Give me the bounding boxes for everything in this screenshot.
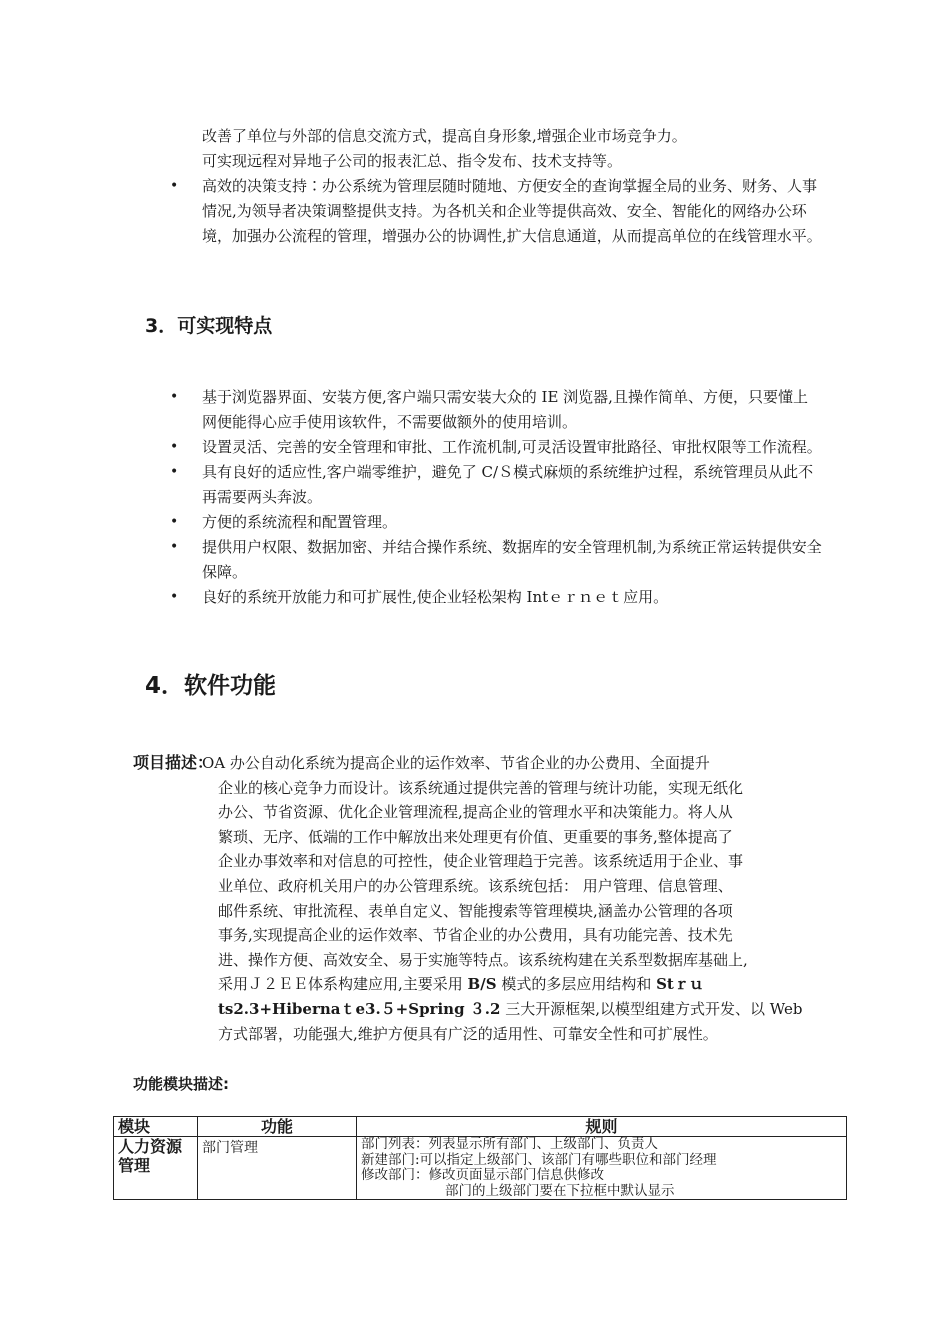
table-cell-function: 部门管理: [198, 1137, 357, 1200]
table-header-rules: 规则: [357, 1117, 847, 1137]
module-name: 人力资源管理: [118, 1137, 183, 1175]
bullet-icon: •: [170, 389, 179, 405]
table-row: [114, 1137, 847, 1200]
text-segment: 采用Ｊ２ＥＥ体系构建应用,主要采用: [218, 975, 468, 994]
paragraph-line: 业单位、政府机关用户的办公管理系统。该系统包括： 用户管理、信息管理、: [218, 876, 733, 895]
paragraph-line: 邮件系统、审批流程、表单自定义、智能搜索等管理模块,涵盖办公管理的各项: [218, 901, 733, 920]
table-header-module: 模块: [114, 1117, 198, 1137]
list-item: [170, 385, 822, 435]
bullet-icon: •: [170, 439, 179, 455]
list-item: [170, 460, 822, 510]
project-description: [202, 751, 818, 1046]
bullet-icon: •: [170, 589, 179, 605]
paragraph-line: [218, 997, 818, 1022]
continuation-line: 可实现远程对异地子公司的报表汇总、指令发布、技术支持等。: [202, 152, 623, 170]
paragraph-line: [218, 972, 818, 997]
paragraph-line: 繁琐、无序、低端的工作中解放出来处理更有价值、更重要的事务,整体提高了: [218, 827, 733, 846]
table-header-function: 功能: [198, 1117, 357, 1137]
list-item-text: 高效的决策支持∶办公系统为管理层随时随地、方便安全的查询掌握全局的业务、财务、人事情况,为领导者决策调整提供支持。为各机关和企业等提供高效、安全、智能化的网络办公环境，加强办公流程的管理，增强办公的协调性,扩大信息通道，从而提高单位的在线管理水平。: [202, 177, 822, 245]
text-segment-bold: ts2.3+Hibernaｔe3.５+Spring ３.2: [218, 999, 501, 1018]
continuation-line: 改善了单位与外部的信息交流方式，提高自身形象,增强企业市场竞争力。: [202, 127, 687, 145]
paragraph-line: 事务,实现提高企业的运作效率、节省企业的办公费用，具有功能完善、技术先: [218, 926, 733, 945]
section-heading-4: 4．软件功能: [145, 673, 277, 699]
bullet-icon: •: [170, 178, 179, 194]
rule-line: 新建部门:可以指定上级部门、该部门有哪些职位和部门经理: [361, 1151, 717, 1168]
section-heading-3: 3．可实现特点: [145, 315, 273, 337]
bullet-icon: •: [170, 514, 179, 530]
rule-line: 修改部门：修改页面显示部门信息供修改: [361, 1167, 604, 1183]
table-header-row: [114, 1117, 847, 1137]
text-segment-bold: B/S: [467, 975, 497, 994]
bullet-icon: •: [170, 464, 179, 480]
list-item: [170, 435, 822, 460]
function-table: [113, 1116, 847, 1200]
bullet-icon: •: [170, 539, 179, 555]
text-segment: 三大开源框架,以模型组建方式开发、以 Web: [500, 999, 803, 1018]
list-item: [170, 585, 822, 610]
list-item: [170, 535, 822, 585]
paragraph-line: 方式部署，功能强大,维护方便具有广泛的适用性、可靠安全性和可扩展性。: [218, 1024, 718, 1043]
list-item-text: 具有良好的适应性,客户端零维护，避免了 C/Ｓ模式麻烦的系统维护过程，系统管理员从此不再需要两头奔波。: [202, 463, 814, 506]
list-item-text: 提供用户权限、数据加密、并结合操作系统、数据库的安全管理机制,为系统正常运转提供安全保障。: [202, 538, 822, 581]
project-description-label: 项目描述：: [133, 753, 214, 772]
paragraph-line: 企业的核心竞争力而设计。该系统通过提供完善的管理与统计功能，实现无纸化: [218, 778, 744, 797]
list-item: [170, 174, 822, 249]
module-description-label: 功能模块描述:: [133, 1075, 229, 1093]
list-item-text: 良好的系统开放能力和可扩展性,使企业轻松架构 Intｅｒｎｅｔ应用。: [202, 588, 669, 606]
paragraph-line: 进、操作方便、高效安全、易于实施等特点。该系统构建在关系型数据库基础上,: [218, 950, 748, 969]
table-cell-module: [114, 1137, 198, 1200]
text-segment: 模式的多层应用结构和: [496, 975, 657, 994]
list-item-text: 基于浏览器界面、安装方便,客户端只需安装大众的 IE 浏览器,且操作简单、方便，只要懂上网便能得心应手使用该软件，不需要做额外的使用培训。: [202, 388, 808, 431]
rule-line: 部门的上级部门要在下拉框中默认显示: [445, 1182, 675, 1199]
text-segment-bold: Stｒｕ: [656, 975, 704, 994]
list-item: [170, 510, 822, 535]
list-item-text: 设置灵活、完善的安全管理和审批、工作流机制,可灵活设置审批路径、审批权限等工作流程。: [202, 438, 822, 456]
paragraph-line: 办公、节省资源、优化企业管理流程,提高企业的管理水平和决策能力。将人从: [218, 803, 733, 822]
paragraph-line: OA 办公自动化系统为提高企业的运作效率、节省企业的办公费用、全面提升: [202, 754, 710, 772]
rule-line: 部门列表：列表显示所有部门、上级部门、负责人: [361, 1136, 658, 1152]
bullet-list-features: [170, 385, 822, 610]
bullet-list-top: [170, 174, 822, 249]
list-item-text: 方便的系统流程和配置管理。: [202, 513, 398, 531]
table-cell-rules: [357, 1137, 847, 1200]
paragraph-line: 企业办事效率和对信息的可控性，使企业管理趋于完善。该系统适用于企业、事: [218, 852, 744, 871]
